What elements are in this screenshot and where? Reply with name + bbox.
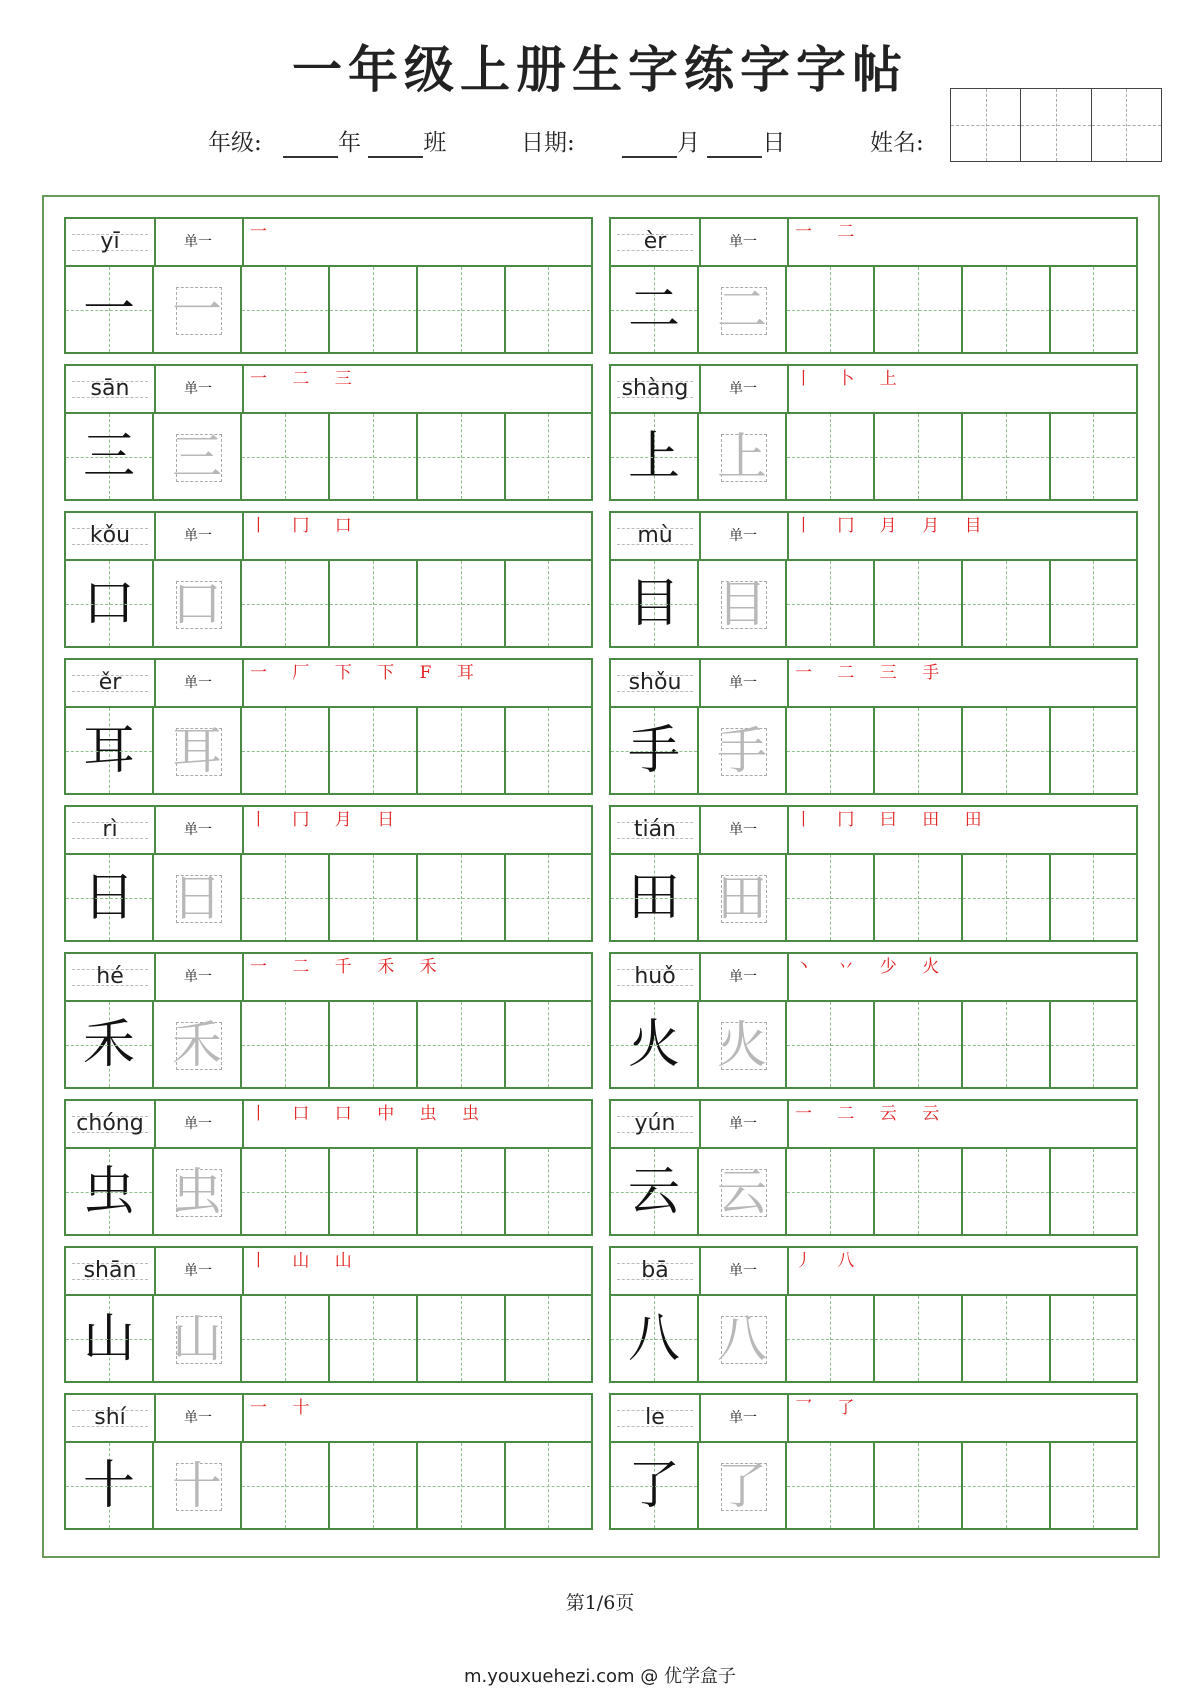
trace-character: 二 xyxy=(717,281,767,339)
trace-character: 田 xyxy=(717,869,767,927)
practice-box[interactable] xyxy=(242,267,330,352)
model-character: 了 xyxy=(627,1456,680,1516)
practice-box[interactable] xyxy=(418,1443,506,1528)
writing-row xyxy=(611,414,1136,499)
practice-box[interactable] xyxy=(418,855,506,940)
practice-box[interactable] xyxy=(330,1002,418,1087)
pinyin: shàng xyxy=(611,366,701,412)
page-number: 第1/6页 xyxy=(565,1592,635,1614)
model-box xyxy=(611,855,699,940)
model-character: 手 xyxy=(627,721,680,781)
stroke-order: 一 二 千 禾 禾 xyxy=(250,957,447,977)
practice-cell-14 xyxy=(609,1099,1138,1236)
trace-character: 目 xyxy=(717,575,767,633)
practice-box[interactable] xyxy=(242,1149,330,1234)
stroke-order: 丨 口 口 中 虫 虫 xyxy=(250,1104,490,1124)
practice-box[interactable] xyxy=(963,414,1051,499)
unit-label: 单一 xyxy=(699,513,789,559)
practice-cell-11 xyxy=(64,952,593,1089)
model-box xyxy=(66,561,154,646)
stroke-order: 丨 山 山 xyxy=(250,1251,362,1271)
pinyin: sān xyxy=(66,366,156,412)
practice-box[interactable] xyxy=(330,1296,418,1381)
practice-box[interactable] xyxy=(242,414,330,499)
practice-box[interactable] xyxy=(1051,1296,1135,1381)
practice-box[interactable] xyxy=(963,855,1051,940)
cell-header xyxy=(66,807,591,855)
stroke-order: 乛 了 xyxy=(795,1398,865,1418)
model-box xyxy=(611,1443,699,1528)
trace-character: 耳 xyxy=(172,722,222,780)
writing-row xyxy=(66,708,591,793)
trace-character: 口 xyxy=(172,575,222,633)
practice-box[interactable] xyxy=(330,855,418,940)
unit-label: 单一 xyxy=(154,1101,244,1147)
unit-label: 单一 xyxy=(699,807,789,853)
unit-label: 单一 xyxy=(699,219,789,265)
practice-box[interactable] xyxy=(418,561,506,646)
practice-box[interactable] xyxy=(1051,414,1135,499)
practice-box[interactable] xyxy=(506,561,590,646)
pinyin: ěr xyxy=(66,660,156,706)
practice-cell-16 xyxy=(609,1246,1138,1383)
date-label: 日期: xyxy=(521,130,575,156)
stroke-order: 一 二 xyxy=(795,222,865,242)
practice-cell-17 xyxy=(64,1393,593,1530)
trace-box xyxy=(154,561,242,646)
trace-box xyxy=(699,1443,787,1528)
writing-row xyxy=(66,1002,591,1087)
practice-box[interactable] xyxy=(787,855,875,940)
pinyin: huǒ xyxy=(611,954,701,1000)
writing-row xyxy=(66,1149,591,1234)
trace-box xyxy=(154,1002,242,1087)
practice-box[interactable] xyxy=(418,1296,506,1381)
stroke-order: 丨 冂 月 月 目 xyxy=(795,516,992,536)
writing-row xyxy=(611,708,1136,793)
stroke-order: 一 xyxy=(250,222,277,242)
model-box xyxy=(611,414,699,499)
practice-box[interactable] xyxy=(963,561,1051,646)
trace-character: 三 xyxy=(172,428,222,486)
model-box xyxy=(611,267,699,352)
name-label: 姓名: xyxy=(870,130,924,156)
name-boxes[interactable] xyxy=(950,88,1162,162)
model-character: 八 xyxy=(627,1309,680,1369)
trace-box xyxy=(699,1296,787,1381)
trace-box xyxy=(699,414,787,499)
practice-cell-18 xyxy=(609,1393,1138,1530)
cell-header xyxy=(66,1395,591,1443)
pinyin: hé xyxy=(66,954,156,1000)
name-box-2[interactable] xyxy=(1021,89,1091,161)
practice-cell-5 xyxy=(64,511,593,648)
model-box xyxy=(66,855,154,940)
practice-cell-4 xyxy=(609,364,1138,501)
trace-box xyxy=(154,1149,242,1234)
name-box-3[interactable] xyxy=(1092,89,1161,161)
practice-cell-6 xyxy=(609,511,1138,648)
trace-box xyxy=(699,1149,787,1234)
model-box xyxy=(66,1443,154,1528)
practice-box[interactable] xyxy=(963,1296,1051,1381)
pinyin: rì xyxy=(66,807,156,853)
pinyin: èr xyxy=(611,219,701,265)
practice-box[interactable] xyxy=(787,708,875,793)
pinyin: yī xyxy=(66,219,156,265)
practice-box[interactable] xyxy=(506,708,590,793)
model-box xyxy=(66,414,154,499)
practice-box[interactable] xyxy=(418,267,506,352)
practice-box[interactable] xyxy=(875,561,963,646)
trace-box xyxy=(154,855,242,940)
class-blank[interactable] xyxy=(368,132,423,158)
model-character: 田 xyxy=(627,868,680,928)
trace-character: 云 xyxy=(717,1163,767,1221)
pinyin: chóng xyxy=(66,1101,156,1147)
unit-label: 单一 xyxy=(154,1248,244,1294)
practice-box[interactable] xyxy=(418,1149,506,1234)
practice-box[interactable] xyxy=(787,561,875,646)
trace-character: 十 xyxy=(172,1457,222,1515)
practice-box[interactable] xyxy=(875,708,963,793)
practice-box[interactable] xyxy=(1051,1002,1135,1087)
practice-box[interactable] xyxy=(330,561,418,646)
cell-header xyxy=(611,660,1136,708)
trace-character: 火 xyxy=(717,1016,767,1074)
unit-label: 单一 xyxy=(699,1248,789,1294)
stroke-order: 丨 冂 曰 田 田 xyxy=(795,810,992,830)
model-character: 山 xyxy=(82,1309,135,1369)
practice-box[interactable] xyxy=(963,1002,1051,1087)
practice-box[interactable] xyxy=(1051,855,1135,940)
worksheet-frame xyxy=(42,195,1160,1558)
cell-header xyxy=(611,366,1136,414)
unit-label: 单一 xyxy=(154,807,244,853)
unit-label: 单一 xyxy=(699,1101,789,1147)
trace-character: 一 xyxy=(172,281,222,339)
practice-box[interactable] xyxy=(1051,267,1135,352)
cell-header xyxy=(66,954,591,1002)
trace-character: 手 xyxy=(717,722,767,780)
stroke-order: 丨 冂 口 xyxy=(250,516,362,536)
unit-label: 单一 xyxy=(154,219,244,265)
trace-box xyxy=(699,267,787,352)
model-character: 耳 xyxy=(82,721,135,781)
month-blank[interactable] xyxy=(622,132,677,158)
cell-header xyxy=(611,513,1136,561)
writing-row xyxy=(66,267,591,352)
pinyin: yún xyxy=(611,1101,701,1147)
cell-header xyxy=(611,219,1136,267)
trace-box xyxy=(699,855,787,940)
stroke-order: 一 十 xyxy=(250,1398,320,1418)
writing-row xyxy=(611,561,1136,646)
practice-cell-3 xyxy=(64,364,593,501)
model-box xyxy=(66,1296,154,1381)
pinyin: shí xyxy=(66,1395,156,1441)
stroke-order: 丶 丷 少 火 xyxy=(795,957,950,977)
practice-box[interactable] xyxy=(242,561,330,646)
month-label: 月 xyxy=(677,130,701,156)
model-box xyxy=(611,1149,699,1234)
pinyin: shān xyxy=(66,1248,156,1294)
writing-row xyxy=(611,1296,1136,1381)
trace-character: 虫 xyxy=(172,1163,222,1221)
practice-box[interactable] xyxy=(506,1002,590,1087)
trace-box xyxy=(699,561,787,646)
day-label: 日 xyxy=(762,130,786,156)
practice-box[interactable] xyxy=(242,1296,330,1381)
practice-box[interactable] xyxy=(506,1443,590,1528)
practice-box[interactable] xyxy=(875,1296,963,1381)
trace-box xyxy=(154,414,242,499)
unit-label: 单一 xyxy=(699,1395,789,1441)
practice-cell-12 xyxy=(609,952,1138,1089)
practice-cell-8 xyxy=(609,658,1138,795)
model-character: 上 xyxy=(627,427,680,487)
practice-box[interactable] xyxy=(787,1149,875,1234)
practice-box[interactable] xyxy=(875,1002,963,1087)
unit-label: 单一 xyxy=(154,660,244,706)
practice-box[interactable] xyxy=(330,1149,418,1234)
stroke-order: 丿 八 xyxy=(795,1251,865,1271)
practice-box[interactable] xyxy=(875,1149,963,1234)
practice-box[interactable] xyxy=(1051,561,1135,646)
model-character: 口 xyxy=(82,574,135,634)
model-box xyxy=(66,1149,154,1234)
trace-box xyxy=(154,1443,242,1528)
cell-header xyxy=(611,807,1136,855)
trace-box xyxy=(154,267,242,352)
stroke-order: 丨 卜 上 xyxy=(795,369,907,389)
unit-label: 单一 xyxy=(699,366,789,412)
trace-character: 日 xyxy=(172,869,222,927)
stroke-order: 丨 冂 月 日 xyxy=(250,810,405,830)
stroke-order: 一 二 三 xyxy=(250,369,362,389)
model-character: 云 xyxy=(627,1162,680,1222)
model-character: 三 xyxy=(82,427,135,487)
cell-header xyxy=(66,513,591,561)
pinyin: shǒu xyxy=(611,660,701,706)
unit-label: 单一 xyxy=(154,1395,244,1441)
cell-header xyxy=(66,1101,591,1149)
practice-grid xyxy=(64,217,1138,1530)
trace-character: 上 xyxy=(717,428,767,486)
practice-cell-1 xyxy=(64,217,593,354)
trace-box xyxy=(154,1296,242,1381)
cell-header xyxy=(66,1248,591,1296)
writing-row xyxy=(66,414,591,499)
practice-box[interactable] xyxy=(963,1149,1051,1234)
trace-character: 山 xyxy=(172,1310,222,1368)
practice-box[interactable] xyxy=(330,708,418,793)
model-character: 虫 xyxy=(82,1162,135,1222)
practice-box[interactable] xyxy=(875,1443,963,1528)
writing-row xyxy=(611,1443,1136,1528)
model-character: 火 xyxy=(627,1015,680,1075)
practice-box[interactable] xyxy=(506,1149,590,1234)
practice-cell-7 xyxy=(64,658,593,795)
practice-box[interactable] xyxy=(330,414,418,499)
model-box xyxy=(611,1296,699,1381)
model-box xyxy=(66,708,154,793)
practice-box[interactable] xyxy=(418,1002,506,1087)
writing-row xyxy=(66,561,591,646)
practice-box[interactable] xyxy=(787,1296,875,1381)
writing-row xyxy=(611,267,1136,352)
pinyin: tián xyxy=(611,807,701,853)
practice-cell-15 xyxy=(64,1246,593,1383)
practice-box[interactable] xyxy=(875,267,963,352)
pinyin: le xyxy=(611,1395,701,1441)
model-character: 日 xyxy=(82,868,135,928)
writing-row xyxy=(611,1149,1136,1234)
model-box xyxy=(611,561,699,646)
model-character: 禾 xyxy=(82,1015,135,1075)
practice-box[interactable] xyxy=(787,1002,875,1087)
practice-box[interactable] xyxy=(506,855,590,940)
model-box xyxy=(611,708,699,793)
info-line xyxy=(208,128,924,158)
practice-box[interactable] xyxy=(506,414,590,499)
practice-box[interactable] xyxy=(330,267,418,352)
cell-header xyxy=(611,1395,1136,1443)
practice-cell-9 xyxy=(64,805,593,942)
writing-row xyxy=(66,855,591,940)
model-box xyxy=(66,1002,154,1087)
practice-box[interactable] xyxy=(242,1443,330,1528)
practice-box[interactable] xyxy=(1051,708,1135,793)
model-character: 一 xyxy=(82,280,135,340)
trace-box xyxy=(699,708,787,793)
model-character: 十 xyxy=(82,1456,135,1516)
practice-box[interactable] xyxy=(875,414,963,499)
practice-cell-10 xyxy=(609,805,1138,942)
site-footer: m.youxuehezi.com @ 优学盒子 xyxy=(463,1666,736,1687)
practice-box[interactable] xyxy=(418,414,506,499)
practice-box[interactable] xyxy=(1051,1149,1135,1234)
trace-box xyxy=(154,708,242,793)
model-character: 目 xyxy=(627,574,680,634)
name-box-1[interactable] xyxy=(951,89,1021,161)
class-label: 班 xyxy=(423,130,447,156)
cell-header xyxy=(611,954,1136,1002)
practice-box[interactable] xyxy=(242,855,330,940)
unit-label: 单一 xyxy=(154,366,244,412)
unit-label: 单一 xyxy=(699,660,789,706)
pinyin: mù xyxy=(611,513,701,559)
day-blank[interactable] xyxy=(707,132,762,158)
unit-label: 单一 xyxy=(154,513,244,559)
model-box xyxy=(611,1002,699,1087)
practice-box[interactable] xyxy=(963,267,1051,352)
cell-header xyxy=(66,366,591,414)
practice-box[interactable] xyxy=(506,1296,590,1381)
stroke-order: 一 厂 下 下 F 耳 xyxy=(250,663,484,683)
practice-box[interactable] xyxy=(963,1443,1051,1528)
writing-row xyxy=(66,1296,591,1381)
cell-header xyxy=(611,1248,1136,1296)
cell-header xyxy=(66,660,591,708)
practice-box[interactable] xyxy=(330,1443,418,1528)
trace-character: 了 xyxy=(717,1457,767,1515)
practice-box[interactable] xyxy=(963,708,1051,793)
grade-blank[interactable] xyxy=(283,132,338,158)
practice-box[interactable] xyxy=(787,414,875,499)
year-label: 年 xyxy=(338,130,362,156)
pinyin: bā xyxy=(611,1248,701,1294)
cell-header xyxy=(66,219,591,267)
stroke-order: 一 二 云 云 xyxy=(795,1104,950,1124)
writing-row xyxy=(611,1002,1136,1087)
grade-label: 年级: xyxy=(208,130,262,156)
stroke-order: 一 二 三 手 xyxy=(795,663,950,683)
pinyin: kǒu xyxy=(66,513,156,559)
practice-box[interactable] xyxy=(1051,1443,1135,1528)
practice-box[interactable] xyxy=(787,267,875,352)
model-character: 二 xyxy=(627,280,680,340)
unit-label: 单一 xyxy=(154,954,244,1000)
practice-cell-2 xyxy=(609,217,1138,354)
trace-character: 禾 xyxy=(172,1016,222,1074)
practice-cell-13 xyxy=(64,1099,593,1236)
writing-row xyxy=(66,1443,591,1528)
practice-box[interactable] xyxy=(242,708,330,793)
model-box xyxy=(66,267,154,352)
practice-box[interactable] xyxy=(787,1443,875,1528)
unit-label: 单一 xyxy=(699,954,789,1000)
practice-box[interactable] xyxy=(875,855,963,940)
cell-header xyxy=(611,1101,1136,1149)
writing-row xyxy=(611,855,1136,940)
practice-box[interactable] xyxy=(506,267,590,352)
trace-box xyxy=(699,1002,787,1087)
trace-character: 八 xyxy=(717,1310,767,1368)
practice-box[interactable] xyxy=(242,1002,330,1087)
page-title: 一年级上册生字练字字帖 xyxy=(292,40,908,99)
practice-box[interactable] xyxy=(418,708,506,793)
